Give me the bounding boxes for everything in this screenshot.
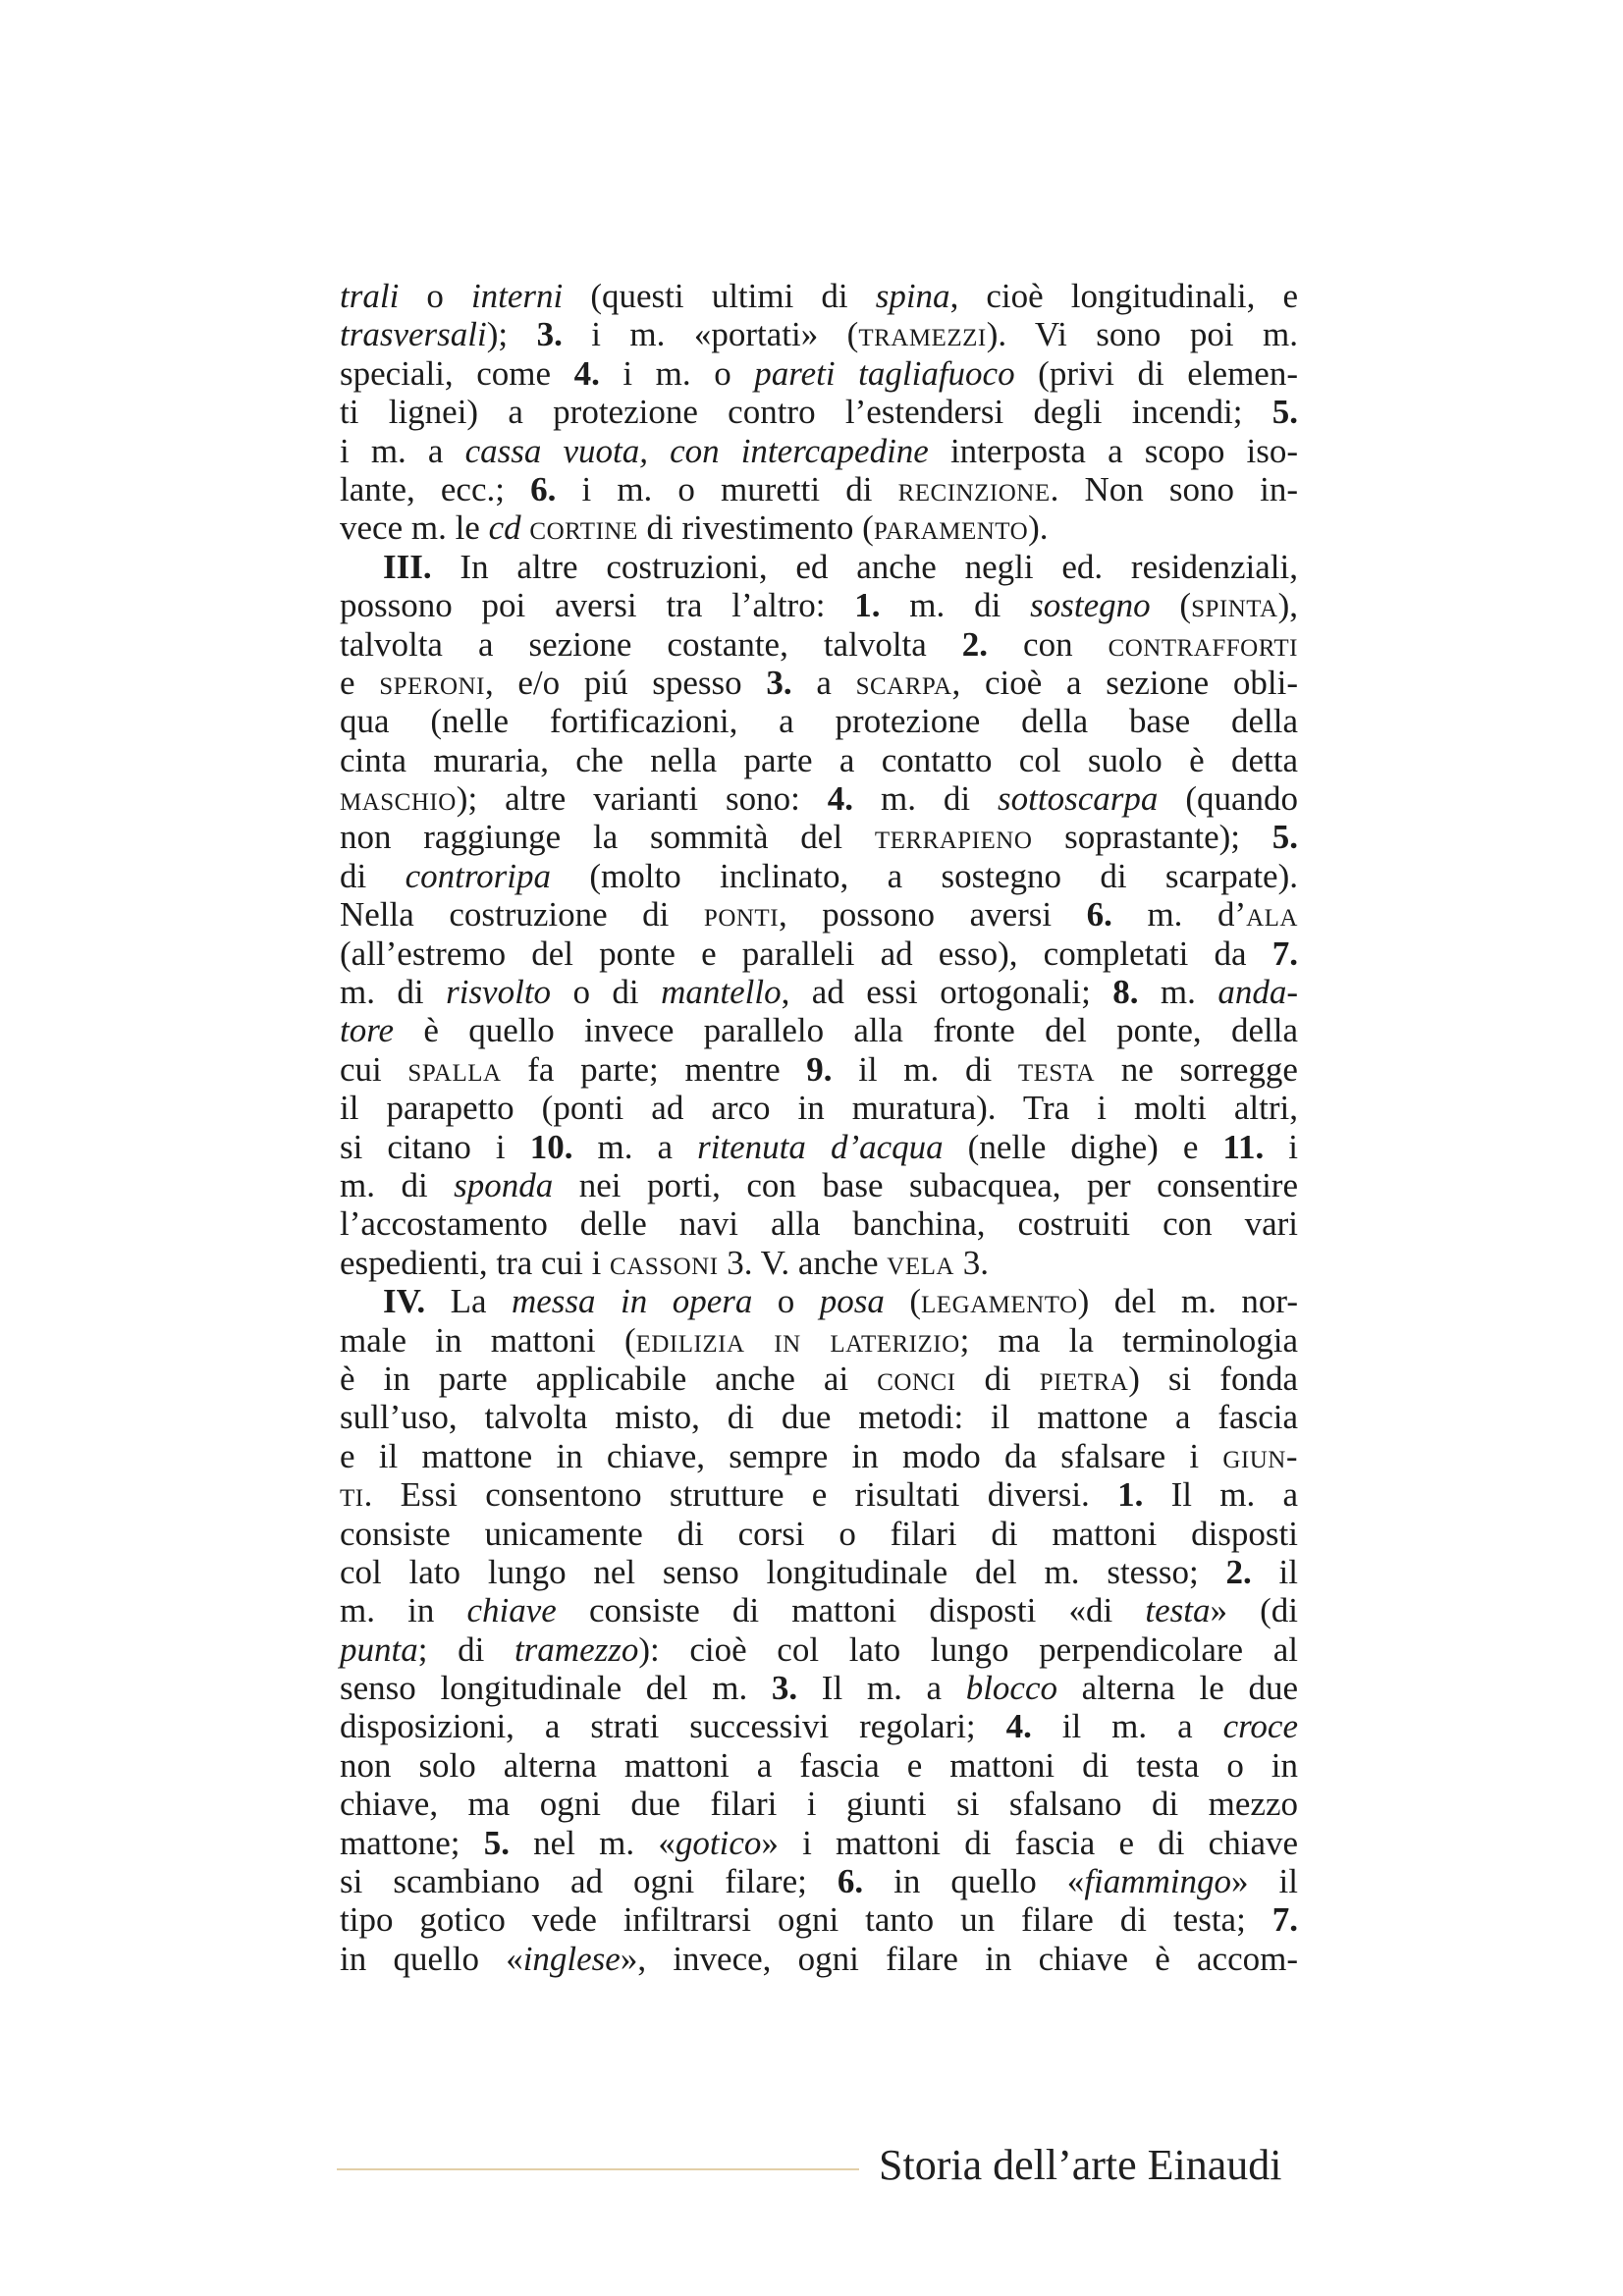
- text-run: interni: [470, 277, 564, 315]
- text-run: male in mattoni (: [340, 1320, 636, 1360]
- text-run: testa: [1017, 1049, 1096, 1089]
- text-run: è in parte applicabile anche ai: [340, 1359, 878, 1398]
- text-run: Il m. a: [1143, 1475, 1299, 1515]
- text-run: qua (nelle fortificazioni, a protezione della base della: [340, 702, 1298, 741]
- text-run: In altre costruzioni, ed anche negli ed. residenziali,: [431, 547, 1298, 586]
- text-run: 8.: [1112, 973, 1139, 1012]
- text-run: disposizioni, a strati successivi regolari;: [340, 1707, 1006, 1746]
- text-run: il m. a: [1031, 1707, 1223, 1746]
- text-run: 4.: [573, 353, 600, 393]
- text-run: fiammingo: [1084, 1862, 1232, 1901]
- text-run: scarpa: [855, 663, 952, 702]
- text-line: [340, 1321, 1298, 1360]
- text-run: gotico: [675, 1823, 762, 1862]
- text-run: conci: [877, 1359, 956, 1398]
- text-run: possono poi aversi tra l’altro:: [340, 586, 855, 625]
- text-run: cinta muraria, che nella parte a contatto col suolo è detta: [340, 740, 1298, 779]
- text-run: cassoni: [610, 1243, 719, 1282]
- text-run: è quello invece parallelo alla fronte del ponte, della: [394, 1011, 1298, 1050]
- text-line: [340, 895, 1298, 934]
- text-run: messa in opera: [511, 1282, 753, 1321]
- text-run: mattone;: [340, 1823, 484, 1862]
- text-line: [340, 1900, 1298, 1939]
- text-run: cassa vuota, con intercapedine: [464, 431, 929, 470]
- text-run: il m. di: [832, 1049, 1018, 1089]
- text-run: croce: [1222, 1707, 1298, 1746]
- text-run: ; di: [417, 1629, 514, 1669]
- text-run: m. di: [340, 1165, 455, 1204]
- text-run: 3. V. anche: [718, 1243, 888, 1282]
- text-run: ); altre varianti sono:: [456, 779, 828, 819]
- text-line: [340, 973, 1298, 1011]
- text-run: non solo alterna mattoni a fascia e mattoni di testa o in: [340, 1745, 1298, 1785]
- text-run: ne sorregge: [1095, 1049, 1298, 1089]
- text-run: (: [1150, 586, 1192, 625]
- text-run: mantello: [661, 973, 782, 1012]
- text-line: [340, 508, 1298, 547]
- text-run: tore: [340, 1011, 395, 1050]
- text-line: [340, 1862, 1298, 1900]
- text-run: (molto inclinato, a sostegno di scarpate).: [551, 856, 1298, 895]
- text-run: . Non sono in-: [1050, 469, 1298, 508]
- text-line: [340, 315, 1298, 353]
- text-line: [340, 1824, 1298, 1862]
- text-run: (all’estremo del ponte e paralleli ad esso), completati da: [340, 934, 1272, 973]
- text-run: ; ma la terminologia: [959, 1320, 1299, 1360]
- text-run: sottoscarpa: [998, 779, 1159, 819]
- text-run: (: [884, 1282, 922, 1321]
- text-run: e: [340, 663, 380, 702]
- text-run: , cioè a sezione obli-: [951, 663, 1298, 702]
- text-run: 2.: [961, 624, 989, 664]
- text-run: » i mattoni di fascia e di chiave: [761, 1823, 1299, 1862]
- text-line: [340, 1089, 1298, 1127]
- text-run: 11.: [1222, 1127, 1265, 1166]
- text-run: pareti tagliafuoco: [754, 353, 1015, 393]
- text-line: [340, 1630, 1298, 1669]
- text-run: vece m. le: [340, 508, 489, 548]
- text-run: m. di: [340, 973, 447, 1012]
- text-run: o: [752, 1282, 820, 1321]
- text-line: [340, 1398, 1298, 1436]
- text-line: [340, 1128, 1298, 1166]
- text-line: [340, 1282, 1298, 1320]
- text-run: 3.: [771, 1669, 798, 1708]
- text-line: [340, 277, 1298, 315]
- text-line: [340, 1050, 1298, 1089]
- text-line: [340, 432, 1298, 470]
- text-run: trali: [340, 277, 400, 315]
- text-run: inglese: [522, 1939, 621, 1978]
- text-run: 7.: [1271, 1900, 1298, 1940]
- text-run: i m. o: [599, 353, 755, 393]
- text-line: [340, 1785, 1298, 1823]
- text-run: 3.: [766, 663, 792, 702]
- text-run: 3.: [536, 315, 563, 354]
- text-run: . Essi consentono strutture e risultati diversi.: [363, 1475, 1118, 1515]
- text-run: Il m. a: [797, 1669, 966, 1708]
- text-run: sull’uso, talvolta misto, di due metodi: il mattone a fascia: [340, 1398, 1298, 1437]
- text-run: sponda: [454, 1165, 554, 1204]
- text-run: 2.: [1225, 1552, 1252, 1591]
- text-run: terrapieno: [874, 818, 1033, 857]
- text-run: 3.: [953, 1243, 989, 1282]
- text-run: Nella costruzione di: [340, 895, 704, 934]
- text-run: contrafforti: [1108, 624, 1298, 664]
- text-run: alterna le due: [1056, 1669, 1298, 1708]
- text-run: controripa: [405, 856, 552, 895]
- text-run: fa parte; mentre: [501, 1049, 807, 1089]
- text-run: senso longitudinale del m.: [340, 1669, 772, 1708]
- text-run: sostegno: [1030, 586, 1151, 625]
- text-run: 6.: [530, 469, 557, 508]
- text-run: in quello «: [340, 1939, 523, 1978]
- text-run: paramento: [873, 508, 1029, 548]
- text-run: 5.: [483, 1823, 510, 1862]
- text-run: ti: [340, 1475, 364, 1515]
- text-line: [340, 1515, 1298, 1553]
- text-run: spalla: [407, 1049, 502, 1089]
- text-run: ti lignei) a protezione contro l’estendersi degli incendi;: [340, 393, 1272, 432]
- text-line: [340, 1591, 1298, 1629]
- text-run: III.: [383, 547, 432, 586]
- text-line: [340, 818, 1298, 856]
- text-run: 1.: [1117, 1475, 1144, 1515]
- text-run: i m. «portati» (: [562, 315, 859, 354]
- body-text: [340, 277, 1298, 1978]
- text-run: ) si fonda: [1128, 1359, 1298, 1398]
- text-run: a: [791, 663, 856, 702]
- text-line: [340, 1011, 1298, 1049]
- text-line: [340, 934, 1298, 973]
- text-run: interposta a scopo iso-: [928, 431, 1298, 470]
- text-run: » il: [1231, 1862, 1298, 1901]
- text-run: (nelle dighe) e: [943, 1127, 1223, 1166]
- text-run: ). Vi sono poi m.: [986, 315, 1298, 354]
- text-run: di: [955, 1359, 1040, 1398]
- text-run: speciali, come: [340, 353, 574, 393]
- text-line: [340, 1360, 1298, 1398]
- text-run: i: [1264, 1127, 1298, 1166]
- text-run: ritenuta d’acqua: [697, 1127, 944, 1166]
- text-run: recinzione: [897, 469, 1051, 508]
- text-run: , cioè longitudinali, e: [949, 277, 1298, 315]
- text-line: [340, 741, 1298, 779]
- text-line: [340, 470, 1298, 508]
- text-run: i m. a: [340, 431, 465, 470]
- text-line: [340, 548, 1298, 586]
- text-run: consiste unicamente di corsi o filari di mattoni disposti: [340, 1514, 1298, 1553]
- text-run: );: [486, 315, 537, 354]
- text-run: trasversali: [340, 315, 487, 354]
- text-run: chiave, ma ogni due filari i giunti si sfalsano di mezzo: [340, 1785, 1298, 1824]
- text-run: posa: [819, 1282, 885, 1321]
- text-line: [340, 857, 1298, 895]
- text-run: ): cioè col lato lungo perpendicolare al: [638, 1629, 1298, 1669]
- text-run: ).: [1028, 508, 1049, 548]
- text-run: giun-: [1222, 1436, 1298, 1475]
- text-run: espedienti, tra cui i: [340, 1243, 611, 1282]
- text-run: 9.: [806, 1049, 833, 1089]
- text-run: legamento: [921, 1282, 1078, 1321]
- text-run: punta: [340, 1629, 418, 1669]
- text-run: ) del m. nor-: [1077, 1282, 1298, 1321]
- text-run: pietra: [1039, 1359, 1129, 1398]
- text-run: di: [340, 856, 406, 895]
- text-run: 10.: [529, 1127, 573, 1166]
- text-run: nel m. «: [509, 1823, 676, 1862]
- text-line: [340, 393, 1298, 431]
- text-run: il: [1251, 1552, 1298, 1591]
- text-line: [340, 779, 1298, 818]
- text-run: 7.: [1271, 934, 1298, 973]
- text-line: [340, 1244, 1298, 1282]
- text-run: maschio: [340, 779, 457, 819]
- text-run: testa: [1145, 1591, 1211, 1630]
- text-run: speroni: [379, 663, 485, 702]
- text-run: cortine: [529, 508, 638, 548]
- text-run: l’accostamento delle navi alla banchina, costruiti con vari: [340, 1204, 1298, 1244]
- text-run: blocco: [965, 1669, 1057, 1708]
- footer-rule: [337, 2168, 859, 2170]
- text-run: cui: [340, 1049, 408, 1089]
- text-line: [340, 1553, 1298, 1591]
- text-run: m. di: [880, 586, 1031, 625]
- text-run: m. in: [340, 1591, 467, 1630]
- text-line: [340, 1166, 1298, 1204]
- text-line: [340, 1437, 1298, 1475]
- text-line: [340, 1707, 1298, 1745]
- text-run: , e/o piú spesso: [484, 663, 767, 702]
- text-run: cd: [488, 508, 521, 548]
- text-run: tramezzi: [858, 315, 987, 354]
- text-run: 5.: [1271, 393, 1298, 432]
- text-run: risvolto: [446, 973, 552, 1012]
- text-run: con: [988, 624, 1109, 664]
- text-run: 1.: [854, 586, 881, 625]
- text-line: [340, 1669, 1298, 1707]
- text-line: [340, 1204, 1298, 1243]
- text-run: (quando: [1158, 779, 1299, 819]
- text-run: m. a: [572, 1127, 698, 1166]
- text-run: ),: [1277, 586, 1298, 625]
- text-run: La: [425, 1282, 512, 1321]
- text-run: col lato lungo nel senso longitudinale del m. stesso;: [340, 1552, 1226, 1591]
- text-run: i m. o muretti di: [556, 469, 898, 508]
- text-line: [340, 625, 1298, 664]
- text-run: , ad essi ortogonali;: [781, 973, 1113, 1012]
- text-run: IV.: [383, 1282, 426, 1321]
- text-run: consiste di mattoni disposti «di: [556, 1591, 1146, 1630]
- text-run: tramezzo: [514, 1629, 639, 1669]
- text-line: [340, 1475, 1298, 1514]
- text-run: talvolta a sezione costante, talvolta: [340, 624, 962, 664]
- text-run: di rivestimento (: [637, 508, 874, 548]
- text-run: si citano i: [340, 1127, 530, 1166]
- text-run: anda-: [1217, 973, 1298, 1012]
- text-run: m. d’: [1111, 895, 1247, 934]
- text-line: [340, 354, 1298, 393]
- text-run: 4.: [827, 779, 854, 819]
- text-line: [340, 1940, 1298, 1978]
- text-run: ala: [1246, 895, 1298, 934]
- text-run: e il mattone in chiave, sempre in modo da sfalsare i: [340, 1436, 1223, 1475]
- text-run: 6.: [1086, 895, 1112, 934]
- text-run: o di: [551, 973, 662, 1012]
- text-line: [340, 664, 1298, 702]
- text-run: vela: [887, 1243, 954, 1282]
- text-run: il parapetto (ponti ad arco in muratura). Tra i molti altri,: [340, 1089, 1298, 1128]
- text-line: [340, 1746, 1298, 1785]
- text-line: [340, 702, 1298, 740]
- text-run: 5.: [1271, 818, 1298, 857]
- text-run: m.: [1138, 973, 1218, 1012]
- text-run: lante, ecc.;: [340, 469, 531, 508]
- text-run: 6.: [837, 1862, 864, 1901]
- text-run: edilizia in laterizio: [635, 1320, 960, 1360]
- text-run: (privi di elemen-: [1014, 353, 1298, 393]
- text-run: in quello «: [863, 1862, 1085, 1901]
- text-line: [340, 586, 1298, 624]
- text-run: », invece, ogni filare in chiave è accom-: [620, 1939, 1298, 1978]
- text-run: si scambiano ad ogni filare;: [340, 1862, 838, 1901]
- footer-title: Storia dell’arte Einaudi: [879, 2141, 1282, 2189]
- text-run: o: [399, 277, 471, 315]
- text-run: spinta: [1191, 586, 1278, 625]
- text-run: spina: [875, 277, 950, 315]
- text-run: m. di: [853, 779, 999, 819]
- text-run: , possono aversi: [779, 895, 1087, 934]
- text-run: soprastante);: [1032, 818, 1272, 857]
- text-run: ponti: [703, 895, 780, 934]
- text-run: nei porti, con base subacquea, per consentire: [553, 1165, 1298, 1204]
- text-run: tipo gotico vede infiltrarsi ogni tanto un filare di testa;: [340, 1900, 1272, 1940]
- text-run: non raggiunge la sommità del: [340, 818, 875, 857]
- text-run: chiave: [466, 1591, 557, 1630]
- text-run: » (di: [1210, 1591, 1298, 1630]
- text-run: 4.: [1005, 1707, 1032, 1746]
- text-run: (questi ultimi di: [563, 277, 876, 315]
